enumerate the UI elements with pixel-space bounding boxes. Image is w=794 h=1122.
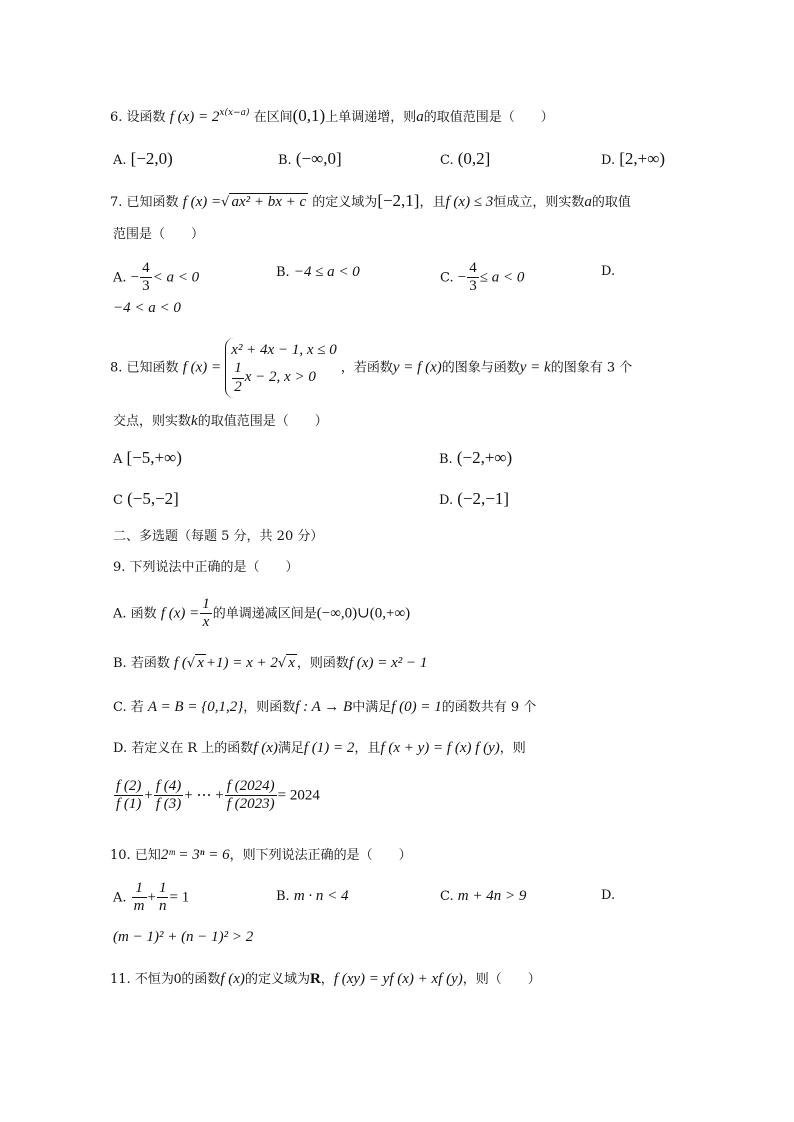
q8-choice-c[interactable]: C (−5,−2] [113,489,179,508]
q10-choice-b[interactable]: B. m · n < 4 [276,888,349,904]
q6-stem: 6. 设函数 f $(x) = 2^{x(x-a)}$ 在区间(0,1)上单调递增，则a的取值范围是（ ） [110,106,554,125]
fraction: $\frac{1}{2}$ [234,360,242,395]
fraction: $\frac{1}{m}$ [133,880,145,915]
q10-choice-a[interactable]: A. $\frac{1}{m}$ + $\frac{1}{n}$ = 1 [113,880,190,915]
q7-choice-d-label[interactable]: D. [601,264,616,279]
q7-stem-line2: 范围是（ ） [113,227,205,242]
q9-option-b[interactable]: B. 若函数 f (√ x +1) = x + 2√ x ，则函数f (x) = x² − 1 [113,655,428,671]
q9-option-c[interactable]: C. 若 A = B = {0,1,2}，则函数f : A → B中满足f (0) = 1的函数共有 9 个 [113,699,537,715]
q7-choice-a[interactable]: A. − $\frac{4}{3}$ < a < 0 [113,260,200,295]
q8-choice-d[interactable]: D. (−2,−1] [439,489,509,508]
q7-choice-c[interactable]: C. − $\frac{4}{3}$ ≤ a < 0 [440,260,525,295]
fraction: $\frac{4}{3}$ [469,260,477,295]
q7-choice-d[interactable]: −4 < a < 0 [113,300,181,316]
q10-stem: 10. 已知2ᵐ = 3ⁿ = 6，则下列说法正确的是（ ） [110,847,412,863]
q9-option-d[interactable]: D. 若定义在 R 上的函数f (x)满足f (1) = 2，且f (x + y) = f (x) f (y)，则 [113,740,526,756]
q8-stem: 8. 已知函数 f (x) = x² + 4x − 1, x ≤ 0 $\frac{1}{2}$ x − 2, x > 0 ，若函数y = f (x)的图象与函数y = k的图象有 3 个 [110,338,632,398]
piecewise-brace: x² + 4x − 1, x ≤ 0 $\frac{1}{2}$ x − 2, x > 0 [225,338,336,398]
fraction: $\frac{f (4)}{f (3)}$ [155,778,182,813]
q8-choice-b[interactable]: B. (−2,+∞) [439,448,513,467]
fraction: $\frac{4}{3}$ [142,260,150,295]
q11-stem: 11. 不恒为0的函数f (x)的定义域为R，f (xy) = yf (x) + xf (y)，则（ ） [110,971,541,987]
fraction: $\frac{f (2)}{f (1)}$ [116,778,142,813]
fraction: $\frac{1}{x}$ [202,596,210,631]
q6-choice-b[interactable]: B. (−∞,0] [278,149,342,168]
q7-choice-b[interactable]: B. −4 ≤ a < 0 [276,264,360,280]
q6-choice-c[interactable]: C. (0,2] [440,149,491,168]
fraction: $\frac{f (2024)}{f (2023)}$ [226,778,275,813]
q9-stem: 9. 下列说法中正确的是（ ） [113,560,299,575]
q8-choice-a[interactable]: A [−5,+∞) [113,448,182,467]
q9-option-d-sum: $\frac{f (2)}{f (1)}$ + $\frac{f (4)}{f (3)}$ + ⋯ + $\frac{f (2024)}{f (2023)}$ = 2024 [116,778,320,813]
q10-choice-d[interactable]: (m − 1)² + (n − 1)² > 2 [113,929,254,945]
q6-choice-d[interactable]: D. [2,+∞) [601,149,666,168]
q10-choice-c[interactable]: C. m + 4n > 9 [440,888,527,904]
q8-stem-line2: 交点，则实数k的取值范围是（ ） [113,413,328,429]
q9-option-a[interactable]: A. 函数 f (x) = $\frac{1}{x}$ 的单调递减区间是(−∞,0)∪(0,+∞) [113,596,411,631]
q10-choice-d-label[interactable]: D. [601,888,616,903]
q7-stem: 7. 已知函数 f (x) =√ ax² + bx + c 的定义域为[−2,1]，且f (x) ≤ 3恒成立，则实数a的取值 [110,191,631,210]
q6-choice-a[interactable]: A. [−2,0) [113,149,173,168]
section-heading: 二、多选题（每题 5 分，共 20 分） [113,529,324,544]
fraction: $\frac{1}{n}$ [158,880,167,915]
